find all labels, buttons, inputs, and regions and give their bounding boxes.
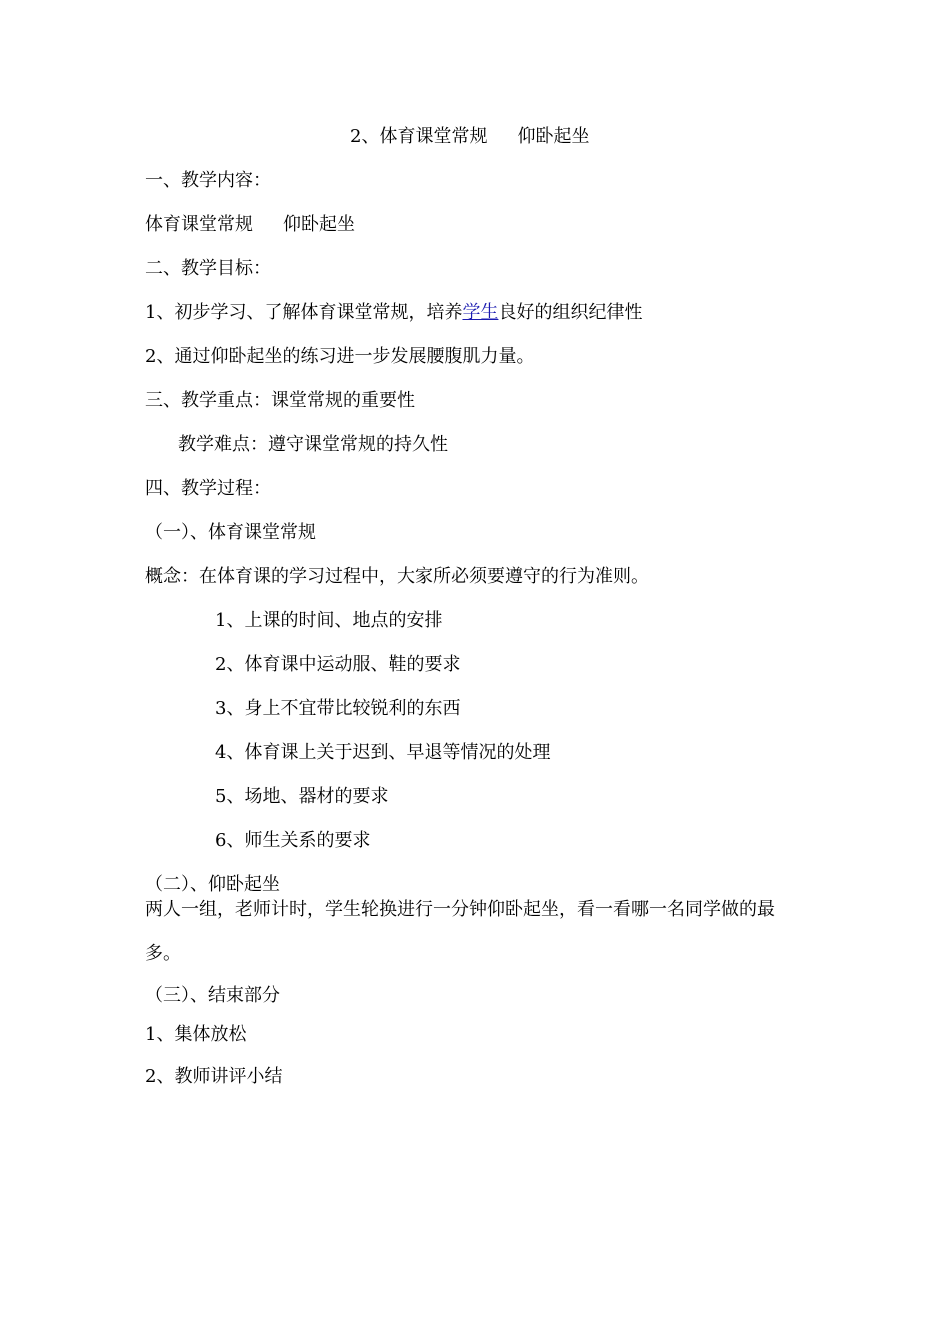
- teaching-difficulty: 教学难点：遵守课堂常规的持久性: [178, 434, 448, 455]
- goal-1-text-before: 1、初步学习、了解体育课堂常规，培养: [145, 302, 463, 323]
- teaching-content: [145, 214, 355, 236]
- content-part-1: 体育课堂常规: [145, 214, 253, 235]
- concept-text: 概念：在体育课的学习过程中，大家所必须要遵守的行为准则。: [145, 566, 649, 587]
- goal-1: [145, 302, 642, 324]
- section-4-heading: 四、教学过程：: [145, 478, 271, 499]
- part-3-heading: （三）、结束部分: [145, 985, 280, 1006]
- rule-item: 6、师生关系的要求: [215, 830, 371, 851]
- section-2-heading: 二、教学目标：: [145, 258, 271, 279]
- rule-item: 1、上课的时间、地点的安排: [215, 610, 443, 631]
- rule-item: 5、场地、器材的要求: [215, 786, 389, 807]
- rule-item: 2、体育课中运动服、鞋的要求: [215, 654, 461, 675]
- section-1-heading: 一、教学内容：: [145, 170, 271, 191]
- rule-item: 3、身上不宜带比较锐利的东西: [215, 698, 461, 719]
- ending-item-1: 1、集体放松: [145, 1024, 247, 1045]
- part-1-heading: （一）、体育课堂常规: [145, 522, 316, 543]
- part-2-heading: （二）、仰卧起坐: [145, 874, 280, 895]
- section-3-heading: 三、教学重点：课堂常规的重要性: [145, 390, 415, 411]
- goal-1-text-after: 良好的组织纪律性: [498, 302, 643, 323]
- rule-item: 4、体育课上关于迟到、早退等情况的处理: [215, 742, 551, 763]
- goal-2: 2、通过仰卧起坐的练习进一步发展腰腹肌力量。: [145, 346, 535, 367]
- content-part-2: 仰卧起坐: [283, 214, 355, 235]
- ending-item-2: 2、教师讲评小结: [145, 1066, 283, 1087]
- title-part-2: 仰卧起坐: [517, 126, 590, 147]
- title-part-1: 2、体育课堂常规: [350, 126, 488, 147]
- part-2-text-line-1: 两人一组，老师计时，学生轮换进行一分钟仰卧起坐，看一看哪一名同学做的最: [145, 899, 775, 920]
- part-2-text-line-2: 多。: [145, 943, 181, 964]
- student-link[interactable]: 学生: [462, 302, 499, 323]
- document-title: [350, 126, 589, 148]
